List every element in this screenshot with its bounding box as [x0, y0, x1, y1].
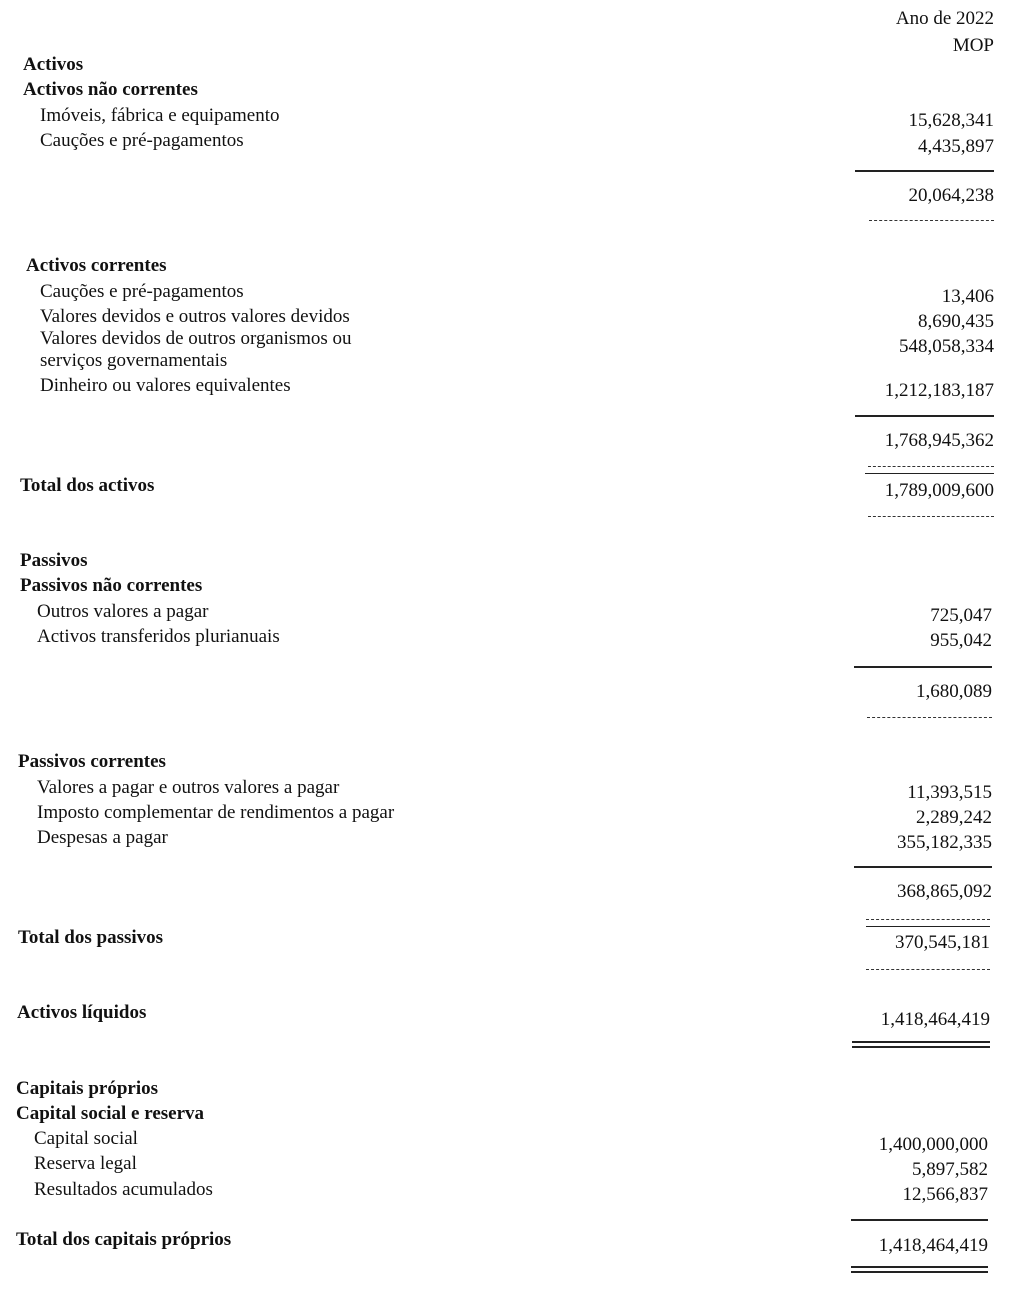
total-dashed-rule — [866, 969, 990, 970]
row-value: 5,897,582 — [912, 1159, 988, 1180]
row-value: 955,042 — [930, 630, 992, 651]
row-value: 548,058,334 — [899, 336, 994, 357]
row-label: Cauções e pré-pagamentos — [40, 130, 244, 151]
total-assets-label: Total dos activos — [20, 475, 155, 496]
row-value: 4,435,897 — [918, 136, 994, 157]
double-underline — [851, 1266, 988, 1273]
non-current-liabilities-heading: Passivos não correntes — [20, 575, 203, 596]
row-label: Reserva legal — [34, 1153, 137, 1174]
total-liabilities-value: 370,545,181 — [895, 932, 990, 953]
current-assets-subtotal: 1,768,945,362 — [884, 430, 994, 451]
year-header: Ano de 2022 — [895, 8, 994, 29]
subtotal-dashed-rule — [866, 919, 990, 920]
liabilities-heading: Passivos — [20, 550, 88, 571]
row-label: Capital social — [34, 1128, 138, 1149]
row-label: Dinheiro ou valores equivalentes — [40, 375, 291, 396]
subtotal-dashed-rule — [868, 466, 994, 467]
row-value: 2,289,242 — [916, 807, 992, 828]
row-label: Imposto complementar de rendimentos a pagar — [37, 802, 395, 823]
net-assets-value: 1,418,464,419 — [880, 1009, 990, 1030]
capital-reserve-heading: Capital social e reserva — [16, 1103, 205, 1124]
equity-heading: Capitais próprios — [16, 1078, 158, 1099]
non-current-assets-subtotal: 20,064,238 — [908, 185, 994, 206]
net-assets-label: Activos líquidos — [17, 1002, 147, 1023]
row-label: Activos transferidos plurianuais — [37, 626, 280, 647]
row-value: 13,406 — [941, 286, 994, 307]
row-label: Cauções e pré-pagamentos — [40, 281, 244, 302]
total-equity-value: 1,418,464,419 — [878, 1235, 988, 1256]
current-assets-heading: Activos correntes — [26, 255, 167, 276]
row-label-continued: serviços governamentais — [40, 350, 228, 371]
subtotal-dashed-rule — [869, 220, 994, 221]
subtotal-rule — [855, 170, 994, 172]
total-equity-label: Total dos capitais próprios — [16, 1229, 232, 1250]
total-dashed-rule — [868, 516, 994, 517]
row-label: Valores a pagar e outros valores a pagar — [37, 777, 340, 798]
assets-heading: Activos — [23, 54, 84, 75]
row-label: Valores devidos de outros organismos ou — [40, 328, 352, 349]
row-label: Valores devidos e outros valores devidos — [40, 306, 350, 327]
non-current-assets-heading: Activos não correntes — [23, 79, 198, 100]
total-rule — [866, 926, 990, 927]
non-current-liabilities-subtotal: 1,680,089 — [916, 681, 992, 702]
subtotal-rule — [855, 415, 994, 417]
double-underline — [852, 1041, 990, 1048]
total-liabilities-label: Total dos passivos — [18, 927, 164, 948]
row-value: 1,212,183,187 — [884, 380, 994, 401]
row-value: 725,047 — [930, 605, 992, 626]
currency-header: MOP — [952, 35, 994, 56]
current-liabilities-heading: Passivos correntes — [18, 751, 166, 772]
row-value: 8,690,435 — [918, 311, 994, 332]
row-value: 12,566,837 — [902, 1184, 988, 1205]
row-label: Despesas a pagar — [37, 827, 168, 848]
row-label: Outros valores a pagar — [37, 601, 209, 622]
row-value: 355,182,335 — [897, 832, 992, 853]
subtotal-rule — [854, 866, 992, 868]
row-value: 1,400,000,000 — [878, 1134, 988, 1155]
subtotal-rule — [854, 666, 992, 668]
row-value: 15,628,341 — [908, 110, 994, 131]
row-value: 11,393,515 — [907, 782, 992, 803]
subtotal-rule — [851, 1219, 988, 1221]
subtotal-dashed-rule — [867, 717, 992, 718]
total-assets-value: 1,789,009,600 — [884, 480, 994, 501]
row-label: Imóveis, fábrica e equipamento — [40, 105, 280, 126]
current-liabilities-subtotal: 368,865,092 — [897, 881, 992, 902]
row-label: Resultados acumulados — [34, 1179, 213, 1200]
total-rule — [865, 473, 994, 474]
